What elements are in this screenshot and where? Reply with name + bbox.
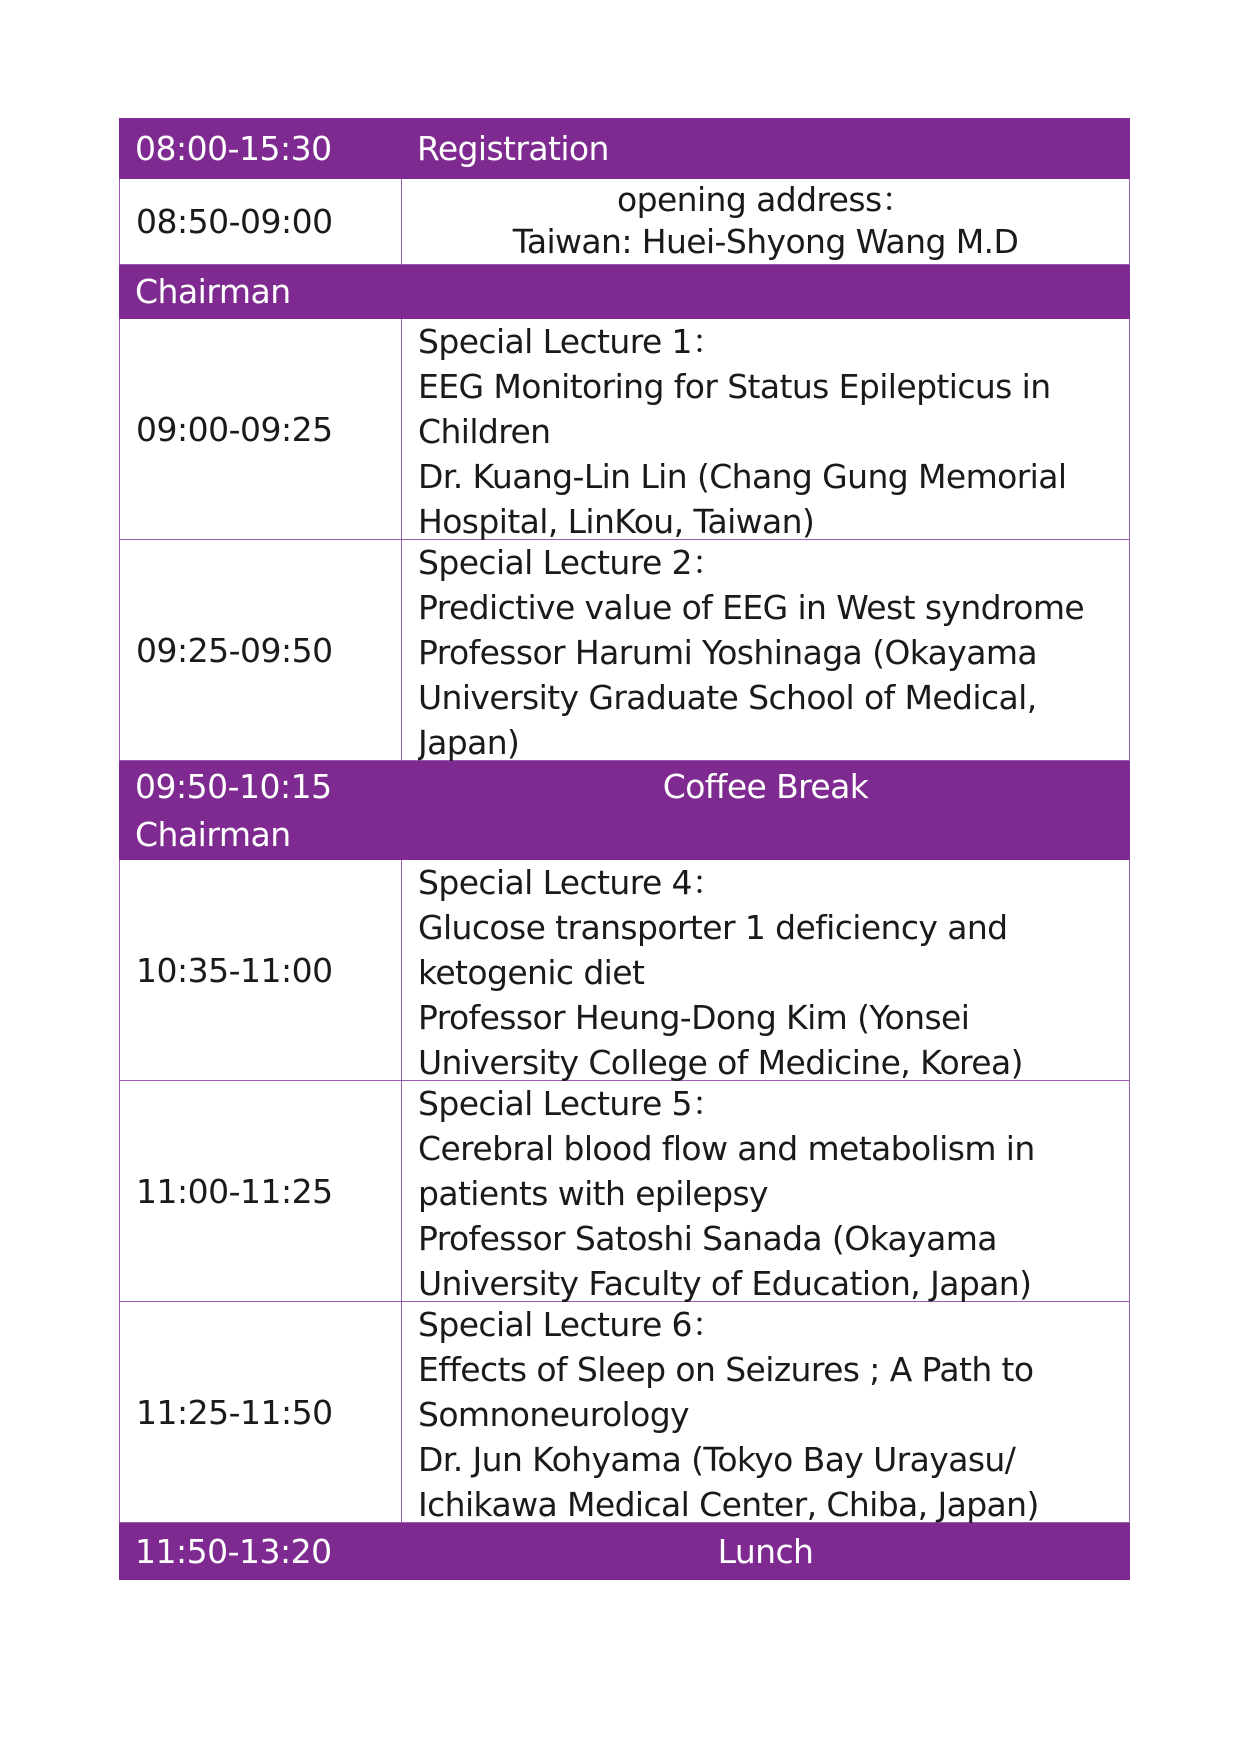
section-header-row xyxy=(119,1523,1130,1580)
session-row xyxy=(119,540,1130,761)
session-line: Taiwan: Huei-Shyong Wang M.D xyxy=(512,222,1019,261)
session-line: Somnoneurology xyxy=(418,1395,689,1434)
session-line: University Graduate School of Medical, xyxy=(418,678,1037,717)
session-row xyxy=(119,1081,1130,1302)
session-details xyxy=(402,1302,1129,1522)
break-block xyxy=(119,761,1130,860)
session-heading: Special Lecture 4： xyxy=(418,863,725,902)
time-slot: 09:00-09:25 xyxy=(120,319,402,539)
session-details xyxy=(402,319,1129,539)
chairman-label: Chairman xyxy=(135,815,291,854)
break-row xyxy=(119,761,1130,860)
session-row xyxy=(119,860,1130,1081)
session-line: Cerebral blood flow and metabolism in xyxy=(418,1129,1035,1168)
session-line: Effects of Sleep on Seizures ; A Path to xyxy=(418,1350,1034,1389)
session-line: University Faculty of Education, Japan) xyxy=(418,1264,1032,1303)
session-heading: Special Lecture 5： xyxy=(418,1084,725,1123)
session-line: Children xyxy=(418,412,551,451)
session-line: Dr. Kuang-Lin Lin (Chang Gung Memorial xyxy=(418,457,1067,496)
session-line: Professor Harumi Yoshinaga (Okayama xyxy=(418,633,1037,672)
session-heading: opening address： xyxy=(617,180,914,219)
section-header-row xyxy=(119,265,1130,319)
session-details xyxy=(402,540,1129,760)
session-line: Predictive value of EEG in West syndrome xyxy=(418,588,1085,627)
session-details xyxy=(402,179,1129,264)
time-slot: 11:00-11:25 xyxy=(120,1081,402,1301)
time-slot: 09:50-10:15 xyxy=(135,767,332,806)
session-row xyxy=(119,319,1130,540)
session-row xyxy=(119,1302,1130,1523)
session-line: ketogenic diet xyxy=(418,953,645,992)
schedule-table xyxy=(119,118,1130,1580)
session-line: Glucose transporter 1 deficiency and xyxy=(418,908,1008,947)
time-slot: 11:25-11:50 xyxy=(120,1302,402,1522)
session-details xyxy=(402,1081,1129,1301)
session-title: Registration xyxy=(417,129,609,168)
time-slot: 11:50-13:20 xyxy=(135,1532,332,1571)
session-heading: Special Lecture 2： xyxy=(418,543,725,582)
session-details xyxy=(402,860,1129,1080)
session-line: Dr. Jun Kohyama (Tokyo Bay Urayasu/ xyxy=(418,1440,1016,1479)
session-title: Lunch xyxy=(717,1532,814,1571)
session-heading: Special Lecture 1： xyxy=(418,322,725,361)
session-line: Japan) xyxy=(418,723,520,762)
break-title: Coffee Break xyxy=(662,767,869,806)
session-line: Hospital, LinKou, Taiwan) xyxy=(418,502,815,541)
break-line xyxy=(119,761,1130,813)
session-line: Professor Heung-Dong Kim (Yonsei xyxy=(418,998,970,1037)
session-line: patients with epilepsy xyxy=(418,1174,768,1213)
section-header-row xyxy=(119,118,1130,179)
session-line: EEG Monitoring for Status Epilepticus in xyxy=(418,367,1051,406)
session-heading: Special Lecture 6： xyxy=(418,1305,725,1344)
time-slot: 08:50-09:00 xyxy=(120,179,402,264)
session-line: Ichikawa Medical Center, Chiba, Japan) xyxy=(418,1485,1039,1524)
time-slot: 10:35-11:00 xyxy=(120,860,402,1080)
chairman-label: Chairman xyxy=(135,272,291,311)
session-line: Professor Satoshi Sanada (Okayama xyxy=(418,1219,997,1258)
session-line: University College of Medicine, Korea) xyxy=(418,1043,1023,1082)
time-slot: 08:00-15:30 xyxy=(135,129,332,168)
session-row xyxy=(119,179,1130,265)
time-slot: 09:25-09:50 xyxy=(120,540,402,760)
